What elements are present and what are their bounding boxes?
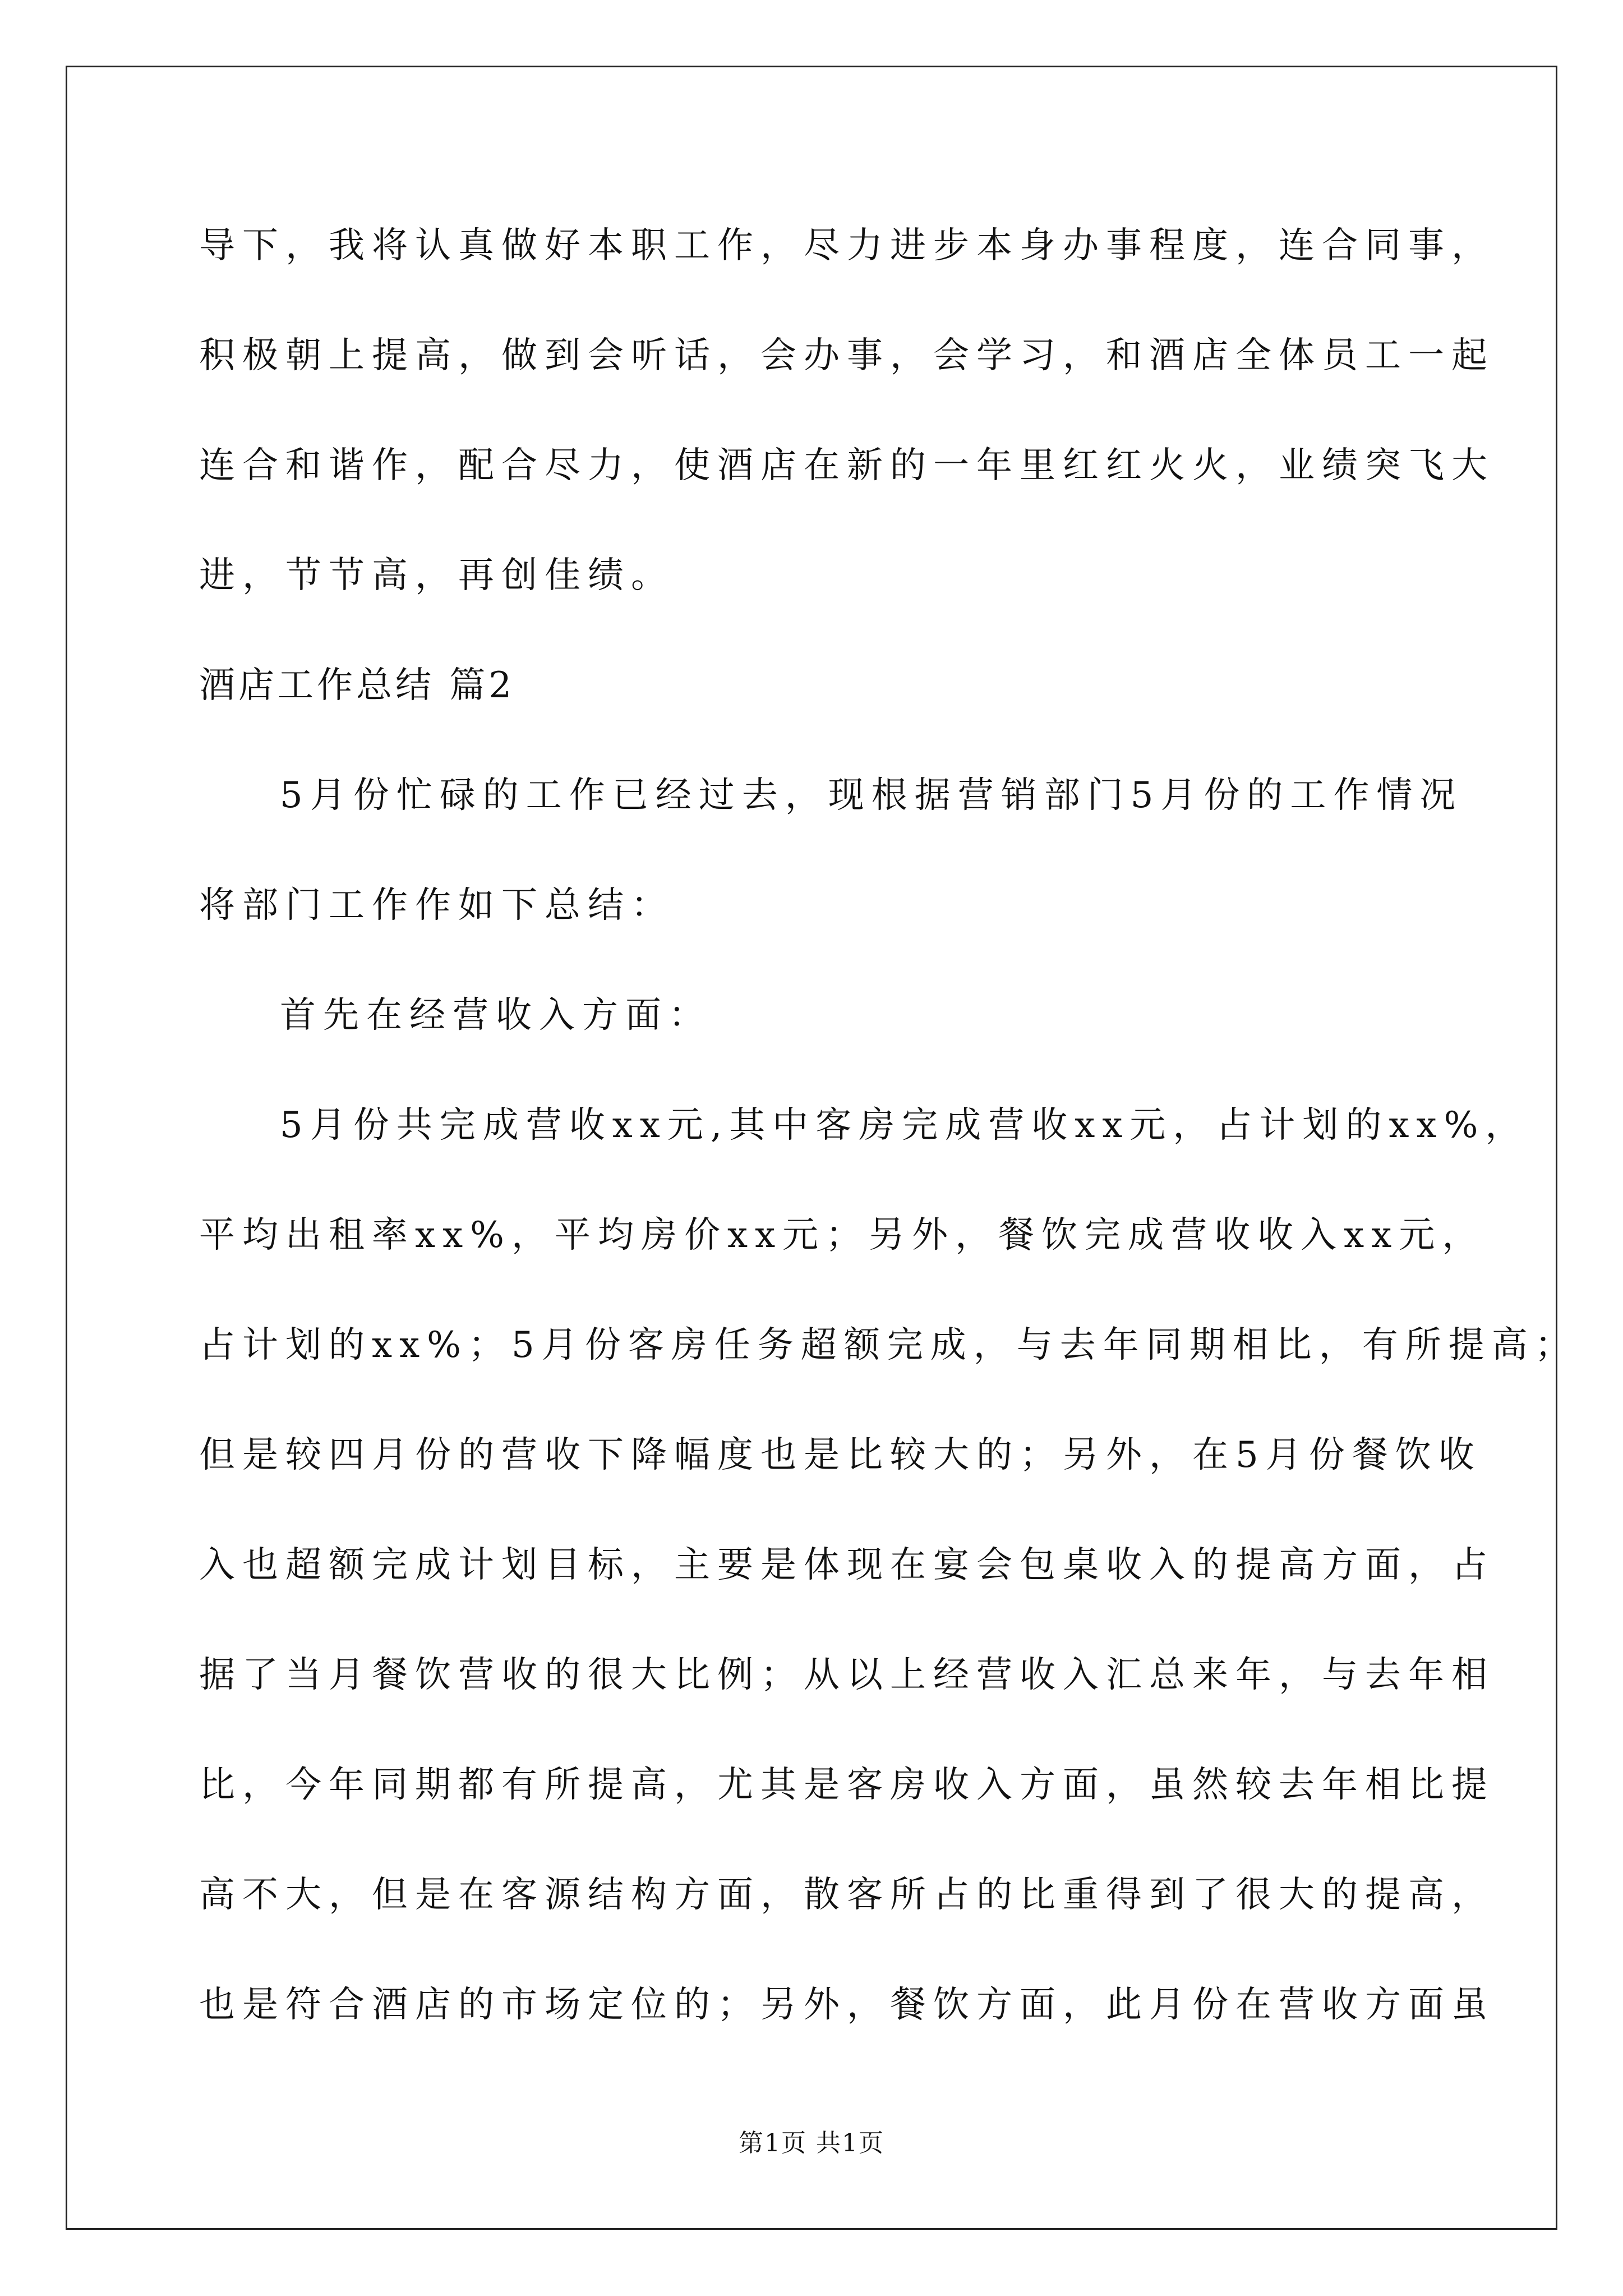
paragraph-continuation	[199, 191, 1495, 631]
text-line: 导下，我将认真做好本职工作，尽力进步本身办事程度，连合同事，	[199, 225, 1495, 266]
paragraph-revenue	[199, 1070, 1578, 2060]
section-heading: 酒店工作总结 篇2	[199, 665, 515, 706]
text-line: 5月份忙碌的工作已经过去，现根据营销部门5月份的工作情况	[280, 775, 1463, 816]
document-body	[199, 191, 1578, 2060]
text-line: 高不大，但是在客源结构方面，散客所占的比重得到了很大的提高，	[199, 1874, 1495, 1916]
text-line: 入也超额完成计划目标，主要是体现在宴会包桌收入的提高方面，占	[199, 1544, 1495, 1586]
text-line: 也是符合酒店的市场定位的；另外，餐饮方面，此月份在营收方面虽	[199, 1984, 1495, 2026]
text-line: 积极朝上提高，做到会听话，会办事，会学习，和酒店全体员工一起	[199, 335, 1495, 376]
text-line: 5月份共完成营收xx元,其中客房完成营收xx元，占计划的xx%，	[280, 1105, 1529, 1146]
text-line: 首先在经营收入方面：	[280, 995, 712, 1036]
text-line: 比，今年同期都有所提高，尤其是客房收入方面，虽然较去年相比提	[199, 1764, 1495, 1806]
text-line: 平均出租率xx%，平均房价xx元；另外，餐饮完成营收收入xx元，	[199, 1214, 1486, 1256]
text-line: 连合和谐作，配合尽力，使酒店在新的一年里红红火火，业绩突飞大	[199, 445, 1495, 486]
text-line: 但是较四月份的营收下降幅度也是比较大的；另外，在5月份餐饮收	[199, 1434, 1482, 1476]
paragraph-intro	[199, 740, 1463, 960]
text-line: 占计划的xx%；5月份客房任务超额完成，与去年同期相比，有所提高；	[199, 1324, 1578, 1366]
text-line: 据了当月餐饮营收的很大比例；从以上经营收入汇总来年，与去年相	[199, 1654, 1495, 1696]
paragraph-subheading	[199, 960, 1433, 1070]
page-footer: 第1页 共1页	[739, 2129, 884, 2157]
text-line: 进，节节高，再创佳绩。	[199, 555, 674, 596]
text-line: 将部门工作作如下总结：	[199, 885, 674, 926]
